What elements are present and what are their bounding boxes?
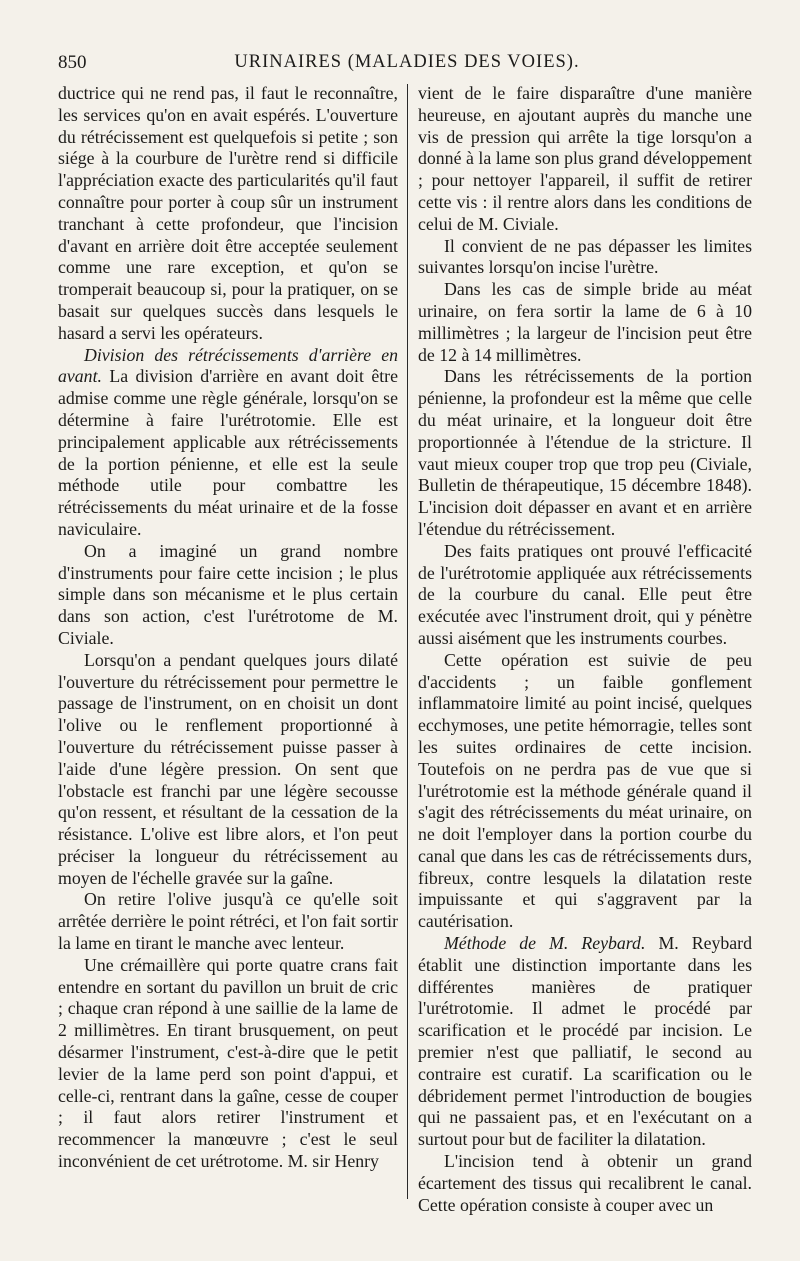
paragraph-text: M. Reybard établit une distinction importante dans les différentes manières de pratiquer l'urétrotomie. Il admet le procédé par scarification et le procédé par incision. Le premier n'est que palliatif, le second au contraire est curatif. La scarification ou le débridement permet l'introduction de bougies qui ne passaient pas, et en l'exécutant on a surtout pour but de faciliter la dilatation. [418, 933, 752, 1150]
paragraph: On retire l'olive jusqu'à ce qu'elle soit arrêtée derrière le point rétréci, et l'on fait sortir la lame en tirant le manche avec lenteur. [58, 889, 398, 954]
page-header [58, 50, 756, 80]
paragraph: On a imaginé un grand nombre d'instruments pour faire cette incision ; le plus simple dans son mécanisme et le plus certain dans son action, c'est l'urétrotome de M. Civiale. [58, 540, 398, 648]
paragraph: L'incision tend à obtenir un grand écartement des tissus qui recalibrent le canal. Cette opération consiste à couper avec un [418, 1151, 752, 1215]
section-heading: Méthode de M. Reybard. [444, 933, 646, 954]
section-heading: Division des rétrécissements d'arrière en avant. [58, 344, 398, 387]
paragraph: Dans les cas de simple bride au méat urinaire, on fera sortir la lame de 6 à 10 millimètres ; la largeur de l'incision peut être de 12 à 14 millimètres. [418, 279, 752, 365]
right-column [418, 83, 752, 1215]
paragraph-with-heading [418, 933, 752, 1151]
paragraph-text: La division d'arrière en avant doit être admise comme une règle générale, lorsqu'on se détermine à faire l'urétrotomie. Elle est principalement applicable aux rétrécissements de la portion pénienne, et elle est la seule méthode utile pour combattre les rétrécissements du méat urinaire et de la fosse naviculaire. [58, 366, 398, 539]
paragraph: Il convient de ne pas dépasser les limites suivantes lorsqu'on incise l'urètre. [418, 235, 752, 278]
paragraph: Cette opération est suivie de peu d'accidents ; un faible gonflement inflammatoire limité au point incisé, quelques ecchymoses, une petite hémorragie, telles sont les suites ordinaires de cette incision. Toutefois on ne perdra pas de vue que si l'urétrotomie est la méthode générale quand il s'agit des rétrécissements du méat urinaire, on ne doit l'employer dans la portion courbe du canal que dans les cas de rétrécissements durs, fibreux, contre lesquels la dilatation reste impuissante et qui s'aggravent par la cautérisation. [418, 649, 752, 932]
paragraph: vient de le faire disparaître d'une manière heureuse, en ajoutant auprès du manche une vis de pression qui arrête la tige lorsqu'on a donné à la lame son plus grand développement ; pour nettoyer l'appareil, il suffit de retirer cette vis : il rentre alors dans les conditions de celui de M. Civiale. [418, 83, 752, 234]
page-number: 850 [58, 52, 87, 73]
paragraph: Une crémaillère qui porte quatre crans fait entendre en sortant du pavillon un bruit de cric ; chaque cran répond à une saillie de la lame de 2 millimètres. En tirant brusquement, on peut désarmer l'instrument, c'est-à-dire que le petit levier de la lame perd son point d'appui, et celle-ci, rentrant dans la gaîne, cesse de couper ; il faut alors retirer l'instrument et recommencer la manœuvre ; c'est le seul inconvénient de cet urétrotome. M. sir Henry [58, 954, 398, 1172]
paragraph: Dans les rétrécissements de la portion pénienne, la profondeur est la même que celle du méat urinaire, et la longueur doit être proportionnée à l'étendue de la stricture. Il vaut mieux couper trop que trop peu (Civiale, Bulletin de thérapeutique, 15 décembre 1848). L'incision doit dépasser en avant et en arrière l'étendue du rétrécissement. [418, 366, 752, 539]
paragraph: Lorsqu'on a pendant quelques jours dilaté l'ouverture du rétrécissement pour permettre le passage de l'instrument, on en choisit un dont l'olive ou le renflement proportionné à l'ouverture du rétrécissement puisse passer à l'aide d'une légère pression. On sent que l'obstacle est franchi par une légère secousse qu'on ressent, et résultant de la cessation de la résistance. L'olive est libre alors, et l'on peut préciser la longueur du rétrécissement au moyen de l'échelle gravée sur la gaîne. [58, 649, 398, 888]
paragraph: Des faits pratiques ont prouvé l'efficacité de l'urétrotomie appliquée aux rétrécissements de la courbure du canal. Elle peut être exécutée avec l'instrument droit, qui y pénètre aussi aisément que les instruments courbes. [418, 540, 752, 648]
left-column [58, 83, 398, 1203]
column-divider [407, 84, 408, 1199]
paragraph-with-heading [58, 345, 398, 541]
running-title: URINAIRES (MALADIES DES VOIES). [234, 52, 580, 72]
paragraph: ductrice qui ne rend pas, il faut le reconnaître, les services qu'on en avait espérés. L'ouverture du rétrécissement est quelquefois si petite ; son siége à la courbure de l'urètre rend si difficile l'appréciation exacte des particularités qu'il faut connaître pour porter à coup sûr un instrument tranchant à cette profondeur, que l'incision d'avant en arrière doit être acceptée seulement comme une rare exception, et qu'on se tromperait beaucoup si, pour la pratiquer, on se basait sur quelques succès dans lesquels le hasard a servi les opérateurs. [58, 83, 398, 343]
